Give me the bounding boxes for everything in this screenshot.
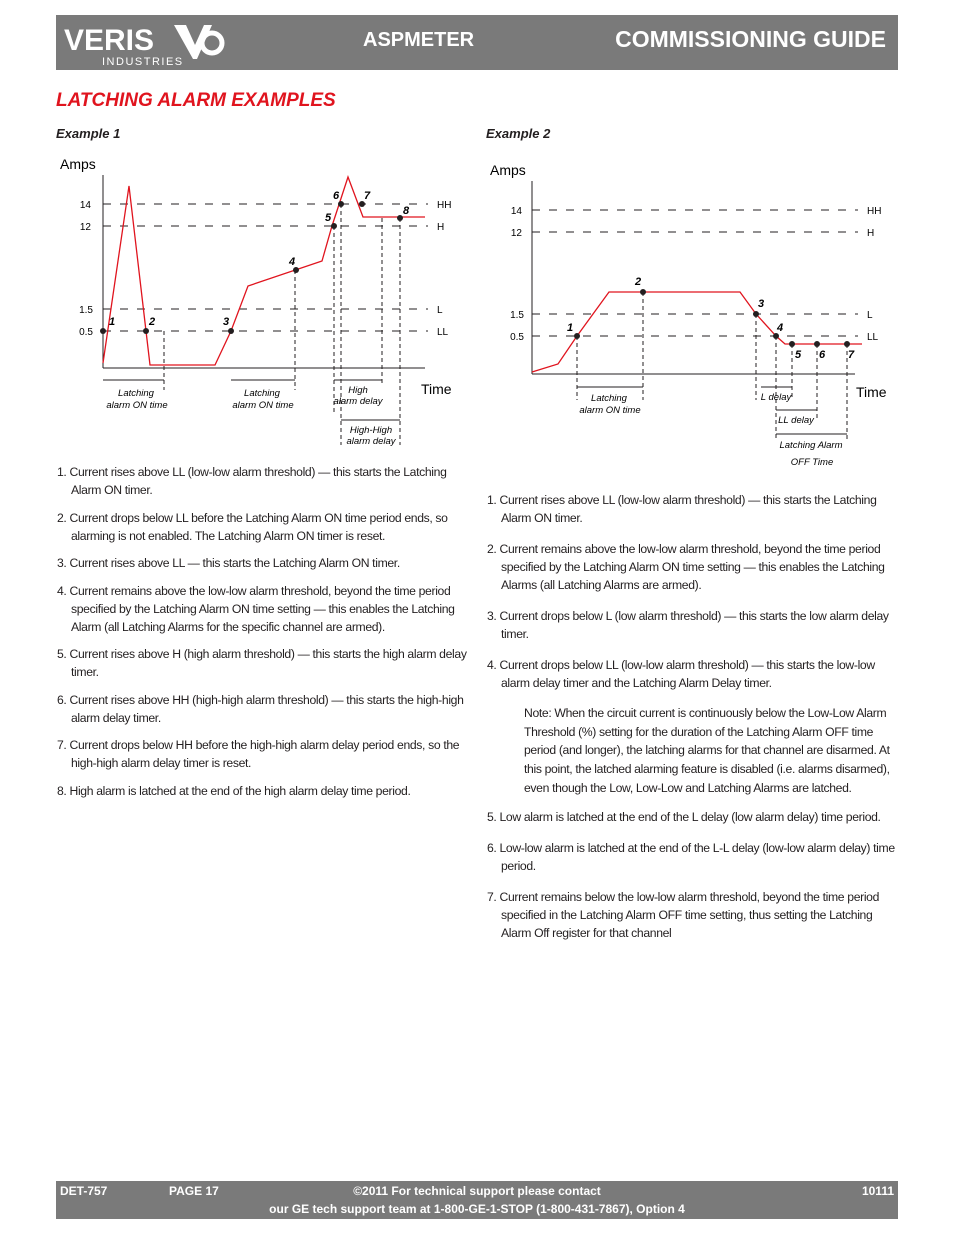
list-item: 2. Current drops below LL before the Latching Alarm ON time period ends, so alarming is not enabled. The Latching Alarm ON timer is reset. [57, 511, 448, 543]
support-line-1: ©2011 For technical support please contact [353, 1184, 601, 1198]
svg-text:H: H [867, 228, 875, 239]
svg-text:LL delay: LL delay [778, 415, 814, 426]
list-item: 3. Current drops below L (low alarm threshold) — this starts the low alarm delay timer. [487, 609, 889, 641]
svg-text:H: H [437, 222, 445, 233]
svg-text:7: 7 [848, 349, 855, 361]
svg-text:1: 1 [567, 322, 574, 334]
svg-text:2: 2 [635, 276, 642, 288]
svg-text:1: 1 [109, 316, 116, 328]
list-item: 4. Current remains above the low-low alarm threshold, beyond the time period specified by the Latching Alarm ON time setting — this enables the Latching Alarm (all Latching Alarms for the specific channel are armed). [57, 584, 455, 634]
svg-text:alarm ON time: alarm ON time [106, 400, 168, 411]
svg-text:Latching: Latching [591, 393, 627, 404]
svg-text:alarm delay: alarm delay [333, 396, 383, 407]
example1-title: Example 1 [56, 126, 121, 141]
page-number: PAGE 17 [169, 1184, 219, 1198]
list-item: 7. Current drops below HH before the high-high alarm delay period ends, so the high-high alarm delay timer is reset. [57, 738, 460, 770]
svg-text:Latching Alarm: Latching Alarm [779, 440, 843, 451]
svg-text:LL: LL [437, 327, 449, 338]
list-item: 2. Current remains above the low-low alarm threshold, beyond the time period specified by the Latching Alarm ON time setting — this enables the Latching Alarms (all Latching Alarms are armed). [487, 542, 885, 592]
list-item: 6. Low-low alarm is latched at the end of the L-L delay (low-low alarm delay) time period. [487, 841, 895, 873]
svg-text:Latching: Latching [244, 388, 280, 399]
svg-text:OFF Time: OFF Time [790, 457, 834, 468]
svg-text:0.5: 0.5 [510, 332, 524, 343]
list-item: 4. Current drops below LL (low-low alarm threshold) — this starts the low-low alarm delay timer and the Latching Alarm Delay timer. [487, 658, 875, 690]
svg-text:High: High [348, 385, 368, 396]
list-item: 5. Current rises above H (high alarm threshold) — this starts the high alarm delay timer. [57, 647, 467, 679]
svg-text:LL: LL [867, 332, 879, 343]
list-item: 1. Current rises above LL (low-low alarm threshold) — this starts the Latching Alarm ON timer. [487, 493, 877, 525]
ex1-xlabel: Time [421, 381, 452, 397]
example1-diagram [56, 148, 466, 450]
list-item: 3. Current rises above LL — this starts the Latching Alarm ON timer. [57, 556, 400, 570]
ex1-ylabel: Amps [60, 156, 96, 172]
footer-bar [56, 1181, 898, 1219]
svg-text:HH: HH [867, 206, 882, 217]
svg-text:3: 3 [758, 298, 765, 310]
svg-text:alarm ON time: alarm ON time [579, 405, 641, 416]
svg-text:14: 14 [79, 200, 91, 211]
svg-text:Latching: Latching [118, 388, 154, 399]
list-item: 1. Current rises above LL (low-low alarm threshold) — this starts the Latching Alarm ON timer. [57, 465, 447, 497]
svg-text:8: 8 [403, 205, 410, 217]
example2-note: Note: When the circuit current is continuously below the Low-Low Alarm Threshold (%) setting for the duration of the Latching Alarm OFF time period (and longer), the latching alarms for that channel are disarmed. At this point, the latched alarming feature is disabled (i.e. alarms disarmed), even though the Low, Low-Low and Latching Alarms are latched. [524, 706, 890, 795]
svg-text:High-High: High-High [349, 425, 393, 436]
list-item: 5. Low alarm is latched at the end of the L delay (low alarm delay) time period. [487, 810, 881, 824]
svg-text:alarm ON time: alarm ON time [232, 400, 294, 411]
svg-text:5: 5 [325, 212, 332, 224]
example2-diagram [486, 150, 898, 472]
ex2-ylabel: Amps [490, 162, 526, 178]
support-line-2: our GE tech support team at 1-800-GE-1-STOP (1-800-431-7867), Option 4 [269, 1202, 685, 1216]
svg-text:4: 4 [289, 256, 296, 268]
revision-code: 10111 [861, 1184, 894, 1198]
svg-text:5: 5 [795, 349, 802, 361]
list-item: 8. High alarm is latched at the end of the high alarm delay time period. [57, 784, 411, 798]
ex2-xlabel: Time [856, 384, 887, 400]
list-item: 7. Current remains below the low-low alarm threshold, beyond the time period specified in the Latching Alarm OFF time setting, thus setting the Latching Alarm Off register for that channel [487, 890, 880, 940]
product-name: ASPMETER [363, 29, 475, 51]
svg-text:7: 7 [364, 190, 371, 202]
svg-text:12: 12 [510, 228, 522, 239]
svg-text:2: 2 [149, 316, 156, 328]
svg-text:6: 6 [333, 190, 340, 202]
svg-text:L delay: L delay [760, 392, 792, 403]
svg-text:L: L [867, 310, 873, 321]
veris-logo [62, 19, 232, 67]
svg-text:12: 12 [79, 222, 91, 233]
svg-text:6: 6 [819, 349, 826, 361]
list-item: 6. Current rises above HH (high-high alarm threshold) — this starts the high-high alarm delay timer. [57, 693, 464, 725]
svg-text:L: L [437, 305, 443, 316]
svg-text:3: 3 [223, 316, 230, 328]
section-title: LATCHING ALARM EXAMPLES [56, 90, 336, 111]
svg-text:4: 4 [777, 322, 784, 334]
svg-text:14: 14 [510, 206, 522, 217]
svg-text:INDUSTRIES: INDUSTRIES [102, 56, 184, 67]
svg-text:VERIS: VERIS [64, 24, 155, 57]
svg-text:1.5: 1.5 [79, 305, 93, 316]
svg-text:0.5: 0.5 [79, 327, 93, 338]
doc-number: DET-757 [60, 1184, 108, 1198]
header-bar [56, 15, 898, 70]
svg-text:HH: HH [437, 200, 452, 211]
svg-text:alarm delay: alarm delay [346, 436, 396, 447]
guide-title: COMMISSIONING GUIDE [615, 26, 886, 52]
svg-text:1.5: 1.5 [510, 310, 524, 321]
example2-title: Example 2 [486, 126, 551, 141]
